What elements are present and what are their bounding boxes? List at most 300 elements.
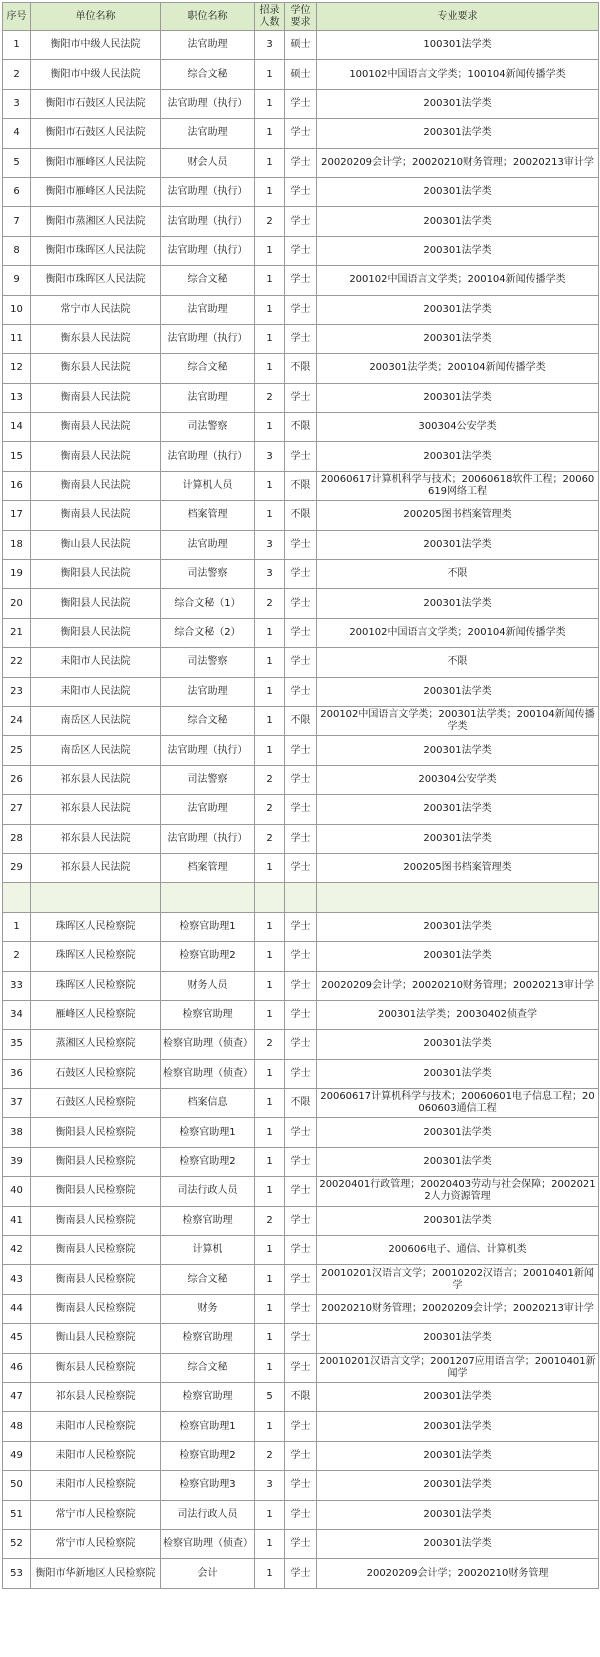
cell-unit: 衡阳市雁峰区人民法院	[31, 148, 161, 177]
cell-unit: 衡阳市雁峰区人民法院	[31, 177, 161, 206]
cell-position: 档案管理	[161, 853, 255, 882]
cell-position: 会计	[161, 1559, 255, 1588]
cell-degree: 学士	[285, 1559, 317, 1588]
cell-unit: 常宁市人民检察院	[31, 1500, 161, 1529]
court-table-row	[3, 853, 599, 882]
court-table-row	[3, 236, 599, 265]
cell-degree: 不限	[285, 413, 317, 442]
cell-no: 15	[3, 442, 31, 471]
table-body	[3, 3, 599, 1589]
cell-no: 19	[3, 560, 31, 589]
cell-no: 16	[3, 471, 31, 500]
cell-degree: 学士	[285, 119, 317, 148]
cell-degree: 学士	[285, 1206, 317, 1235]
cell-degree: 学士	[285, 1294, 317, 1323]
cell-no: 45	[3, 1324, 31, 1353]
cell-position: 司法警察	[161, 413, 255, 442]
cell-no: 10	[3, 295, 31, 324]
cell-position: 综合文秘	[161, 266, 255, 295]
cell-unit: 石鼓区人民检察院	[31, 1089, 161, 1118]
cell-count: 1	[255, 971, 285, 1000]
cell-position: 检察官助理1	[161, 1412, 255, 1441]
procuratorate-table-row	[3, 1412, 599, 1441]
cell-unit: 祁东县人民检察院	[31, 1382, 161, 1411]
cell-no: 47	[3, 1382, 31, 1411]
cell-degree: 学士	[285, 1000, 317, 1029]
court-table-row	[3, 736, 599, 765]
cell-degree: 学士	[285, 1147, 317, 1176]
cell-degree: 学士	[285, 736, 317, 765]
cell-degree: 学士	[285, 853, 317, 882]
cell-position: 综合文秘	[161, 1353, 255, 1382]
recruitment-table	[2, 2, 599, 1589]
cell-degree: 硕士	[285, 31, 317, 60]
cell-no: 21	[3, 618, 31, 647]
cell-count: 1	[255, 295, 285, 324]
cell-position: 法官助理	[161, 31, 255, 60]
procuratorate-table-row	[3, 1500, 599, 1529]
cell-unit: 衡南县人民法院	[31, 413, 161, 442]
cell-major: 200301法学类	[317, 1529, 599, 1558]
cell-unit: 耒阳市人民法院	[31, 648, 161, 677]
cell-position: 法官助理（执行）	[161, 207, 255, 236]
cell-unit: 衡阳县人民法院	[31, 560, 161, 589]
cell-position: 法官助理（执行）	[161, 177, 255, 206]
cell-no: 46	[3, 1353, 31, 1382]
cell-count: 1	[255, 1412, 285, 1441]
cell-no: 17	[3, 501, 31, 530]
cell-position: 法官助理（执行）	[161, 89, 255, 118]
cell-degree: 学士	[285, 1324, 317, 1353]
cell-no: 8	[3, 236, 31, 265]
cell-no: 35	[3, 1030, 31, 1059]
cell-major: 200102中国语言文学类；200301法学类；200104新闻传播学类	[317, 706, 599, 735]
cell-no: 37	[3, 1089, 31, 1118]
cell-degree: 学士	[285, 912, 317, 941]
cell-degree: 不限	[285, 1089, 317, 1118]
court-table-row	[3, 618, 599, 647]
cell-unit: 常宁市人民检察院	[31, 1529, 161, 1558]
cell-position: 司法警察	[161, 648, 255, 677]
cell-major: 200301法学类	[317, 295, 599, 324]
cell-position: 法官助理	[161, 795, 255, 824]
cell-position: 检察官助理3	[161, 1471, 255, 1500]
cell-degree: 学士	[285, 765, 317, 794]
cell-no: 48	[3, 1412, 31, 1441]
cell-count: 2	[255, 1030, 285, 1059]
header-no: 序号	[3, 3, 31, 31]
cell-unit: 衡阳县人民检察院	[31, 1147, 161, 1176]
cell-unit: 祁东县人民法院	[31, 824, 161, 853]
cell-degree: 学士	[285, 1441, 317, 1470]
cell-unit: 雁峰区人民检察院	[31, 1000, 161, 1029]
cell-degree: 学士	[285, 1353, 317, 1382]
cell-count: 1	[255, 912, 285, 941]
cell-unit: 珠晖区人民检察院	[31, 971, 161, 1000]
cell-unit: 衡阳市中级人民法院	[31, 31, 161, 60]
cell-count: 2	[255, 795, 285, 824]
cell-degree: 学士	[285, 266, 317, 295]
cell-position: 检察官助理	[161, 1382, 255, 1411]
cell-unit: 祁东县人民法院	[31, 765, 161, 794]
separator-cell	[3, 883, 31, 912]
cell-major: 200301法学类	[317, 1324, 599, 1353]
cell-no: 28	[3, 824, 31, 853]
cell-degree: 学士	[285, 1030, 317, 1059]
cell-position: 法官助理	[161, 530, 255, 559]
cell-position: 法官助理	[161, 295, 255, 324]
cell-major: 200301法学类	[317, 1500, 599, 1529]
cell-major: 100301法学类	[317, 31, 599, 60]
court-table-row	[3, 31, 599, 60]
procuratorate-table-row	[3, 1294, 599, 1323]
cell-count: 3	[255, 31, 285, 60]
header-unit: 单位名称	[31, 3, 161, 31]
procuratorate-table-row	[3, 1089, 599, 1118]
cell-no: 44	[3, 1294, 31, 1323]
cell-major: 200301法学类	[317, 119, 599, 148]
cell-degree: 学士	[285, 295, 317, 324]
cell-major: 20020209会计学；20020210财务管理	[317, 1559, 599, 1588]
procuratorate-table-row	[3, 1000, 599, 1029]
cell-count: 1	[255, 677, 285, 706]
cell-major: 200301法学类	[317, 1412, 599, 1441]
cell-degree: 学士	[285, 383, 317, 412]
cell-major: 20010201汉语言文学；20010202汉语言；20010401新闻学	[317, 1265, 599, 1294]
cell-major: 200301法学类	[317, 1382, 599, 1411]
cell-position: 法官助理（执行）	[161, 824, 255, 853]
cell-degree: 学士	[285, 324, 317, 353]
cell-major: 20010201汉语言文学；2001207应用语言学；20010401新闻学	[317, 1353, 599, 1382]
cell-position: 财会人员	[161, 148, 255, 177]
cell-count: 1	[255, 1177, 285, 1206]
cell-major: 20060617计算机科学与技术；20060618软件工程；20060619网络工程	[317, 471, 599, 500]
cell-position: 司法警察	[161, 560, 255, 589]
cell-major: 200301法学类	[317, 530, 599, 559]
cell-major: 20020210财务管理；20020209会计学；20020213审计学	[317, 1294, 599, 1323]
cell-position: 计算机	[161, 1236, 255, 1265]
cell-no: 4	[3, 119, 31, 148]
procuratorate-table-row	[3, 942, 599, 971]
cell-position: 检察官助理（侦查）	[161, 1059, 255, 1088]
cell-no: 26	[3, 765, 31, 794]
cell-degree: 学士	[285, 236, 317, 265]
cell-count: 1	[255, 618, 285, 647]
cell-no: 29	[3, 853, 31, 882]
court-table-row	[3, 119, 599, 148]
cell-unit: 衡阳县人民法院	[31, 618, 161, 647]
cell-degree: 学士	[285, 148, 317, 177]
cell-major: 20020209会计学；20020210财务管理；20020213审计学	[317, 148, 599, 177]
court-table-row	[3, 148, 599, 177]
cell-unit: 祁东县人民法院	[31, 795, 161, 824]
cell-degree: 学士	[285, 971, 317, 1000]
procuratorate-table-row	[3, 1265, 599, 1294]
cell-unit: 衡东县人民法院	[31, 354, 161, 383]
cell-major: 200301法学类	[317, 1206, 599, 1235]
court-table-row	[3, 765, 599, 794]
cell-degree: 不限	[285, 501, 317, 530]
cell-no: 5	[3, 148, 31, 177]
cell-unit: 耒阳市人民法院	[31, 677, 161, 706]
court-table-row	[3, 824, 599, 853]
cell-count: 1	[255, 89, 285, 118]
cell-no: 22	[3, 648, 31, 677]
cell-degree: 不限	[285, 706, 317, 735]
cell-degree: 学士	[285, 618, 317, 647]
separator-cell	[31, 883, 161, 912]
cell-count: 3	[255, 1471, 285, 1500]
cell-no: 53	[3, 1559, 31, 1588]
cell-unit: 珠晖区人民检察院	[31, 942, 161, 971]
header-row	[3, 3, 599, 31]
procuratorate-table-row	[3, 1382, 599, 1411]
cell-major: 200301法学类	[317, 177, 599, 206]
cell-no: 20	[3, 589, 31, 618]
cell-position: 司法行政人员	[161, 1177, 255, 1206]
cell-count: 2	[255, 383, 285, 412]
cell-no: 12	[3, 354, 31, 383]
separator-cell	[285, 883, 317, 912]
court-table-row	[3, 266, 599, 295]
cell-no: 9	[3, 266, 31, 295]
cell-count: 1	[255, 1353, 285, 1382]
cell-no: 1	[3, 912, 31, 941]
cell-major: 300304公安学类	[317, 413, 599, 442]
cell-degree: 学士	[285, 1118, 317, 1147]
court-table-row	[3, 60, 599, 89]
court-table-row	[3, 383, 599, 412]
court-table-row	[3, 677, 599, 706]
cell-no: 23	[3, 677, 31, 706]
cell-unit: 衡南县人民法院	[31, 471, 161, 500]
court-table-row	[3, 354, 599, 383]
cell-major: 200301法学类	[317, 942, 599, 971]
cell-count: 1	[255, 177, 285, 206]
procuratorate-table-row	[3, 1030, 599, 1059]
cell-major: 200301法学类	[317, 1471, 599, 1500]
cell-position: 财务人员	[161, 971, 255, 1000]
cell-unit: 衡阳市珠晖区人民法院	[31, 236, 161, 265]
cell-count: 1	[255, 413, 285, 442]
cell-position: 计算机人员	[161, 471, 255, 500]
court-table-row	[3, 207, 599, 236]
cell-count: 3	[255, 442, 285, 471]
cell-position: 综合文秘	[161, 706, 255, 735]
cell-no: 11	[3, 324, 31, 353]
cell-major: 200606电子、通信、计算机类	[317, 1236, 599, 1265]
cell-count: 1	[255, 324, 285, 353]
cell-position: 财务	[161, 1294, 255, 1323]
cell-unit: 衡南县人民检察院	[31, 1265, 161, 1294]
cell-unit: 衡阳市石鼓区人民法院	[31, 89, 161, 118]
cell-count: 1	[255, 942, 285, 971]
cell-count: 1	[255, 119, 285, 148]
cell-count: 1	[255, 1500, 285, 1529]
cell-unit: 衡阳市华新地区人民检察院	[31, 1559, 161, 1588]
cell-no: 14	[3, 413, 31, 442]
cell-unit: 衡南县人民法院	[31, 383, 161, 412]
cell-count: 1	[255, 148, 285, 177]
cell-no: 52	[3, 1529, 31, 1558]
cell-unit: 衡南县人民法院	[31, 501, 161, 530]
court-table-row	[3, 413, 599, 442]
procuratorate-table-row	[3, 912, 599, 941]
cell-unit: 耒阳市人民检察院	[31, 1441, 161, 1470]
cell-major: 20020401行政管理；20020403劳动与社会保障；20020212人力资源管理	[317, 1177, 599, 1206]
separator-cell	[161, 883, 255, 912]
cell-unit: 衡山县人民检察院	[31, 1324, 161, 1353]
cell-unit: 耒阳市人民检察院	[31, 1471, 161, 1500]
cell-no: 2	[3, 942, 31, 971]
cell-major: 200301法学类	[317, 442, 599, 471]
cell-degree: 学士	[285, 1412, 317, 1441]
cell-unit: 衡南县人民检察院	[31, 1236, 161, 1265]
cell-major: 20060617计算机科学与技术；20060601电子信息工程；20060603通信工程	[317, 1089, 599, 1118]
cell-major: 200102中国语言文学类；200104新闻传播学类	[317, 266, 599, 295]
cell-unit: 南岳区人民法院	[31, 706, 161, 735]
header-count: 招录人数	[255, 3, 285, 31]
cell-degree: 硕士	[285, 60, 317, 89]
cell-no: 27	[3, 795, 31, 824]
cell-count: 1	[255, 648, 285, 677]
cell-degree: 学士	[285, 177, 317, 206]
cell-count: 1	[255, 354, 285, 383]
cell-major: 200301法学类	[317, 207, 599, 236]
cell-position: 法官助理（执行）	[161, 442, 255, 471]
cell-unit: 蒸湘区人民检察院	[31, 1030, 161, 1059]
cell-position: 检察官助理	[161, 1000, 255, 1029]
procuratorate-table-row	[3, 1059, 599, 1088]
cell-no: 39	[3, 1147, 31, 1176]
cell-major: 200301法学类	[317, 383, 599, 412]
cell-degree: 不限	[285, 354, 317, 383]
cell-no: 6	[3, 177, 31, 206]
cell-major: 200301法学类	[317, 89, 599, 118]
cell-major: 200301法学类	[317, 1030, 599, 1059]
court-table-row	[3, 795, 599, 824]
cell-major: 20020209会计学；20020210财务管理；20020213审计学	[317, 971, 599, 1000]
cell-no: 50	[3, 1471, 31, 1500]
cell-unit: 衡南县人民法院	[31, 442, 161, 471]
cell-no: 49	[3, 1441, 31, 1470]
court-table-row	[3, 471, 599, 500]
cell-degree: 学士	[285, 824, 317, 853]
cell-unit: 衡阳县人民检察院	[31, 1118, 161, 1147]
separator-cell	[255, 883, 285, 912]
cell-position: 检察官助理（侦查）	[161, 1030, 255, 1059]
court-table-row	[3, 648, 599, 677]
cell-count: 1	[255, 1089, 285, 1118]
cell-position: 综合文秘（1）	[161, 589, 255, 618]
cell-position: 法官助理（执行）	[161, 324, 255, 353]
cell-major: 200301法学类	[317, 912, 599, 941]
cell-position: 检察官助理2	[161, 1147, 255, 1176]
cell-count: 3	[255, 530, 285, 559]
cell-count: 1	[255, 1324, 285, 1353]
cell-no: 24	[3, 706, 31, 735]
procuratorate-table-row	[3, 1353, 599, 1382]
cell-unit: 珠晖区人民检察院	[31, 912, 161, 941]
cell-count: 3	[255, 560, 285, 589]
cell-no: 2	[3, 60, 31, 89]
court-table-row	[3, 501, 599, 530]
cell-degree: 学士	[285, 1471, 317, 1500]
court-table-row	[3, 560, 599, 589]
cell-count: 5	[255, 1382, 285, 1411]
cell-unit: 衡南县人民检察院	[31, 1206, 161, 1235]
cell-no: 51	[3, 1500, 31, 1529]
cell-count: 1	[255, 266, 285, 295]
cell-position: 法官助理	[161, 383, 255, 412]
cell-position: 检察官助理2	[161, 1441, 255, 1470]
cell-position: 检察官助理1	[161, 912, 255, 941]
cell-major: 200301法学类	[317, 1441, 599, 1470]
cell-position: 检察官助理1	[161, 1118, 255, 1147]
cell-position: 档案信息	[161, 1089, 255, 1118]
court-table-row	[3, 324, 599, 353]
cell-count: 1	[255, 471, 285, 500]
cell-count: 2	[255, 207, 285, 236]
procuratorate-table-row	[3, 1324, 599, 1353]
cell-position: 综合文秘	[161, 60, 255, 89]
cell-unit: 衡阳市石鼓区人民法院	[31, 119, 161, 148]
cell-count: 1	[255, 853, 285, 882]
cell-unit: 衡阳县人民检察院	[31, 1177, 161, 1206]
cell-unit: 衡南县人民检察院	[31, 1294, 161, 1323]
cell-position: 综合文秘（2）	[161, 618, 255, 647]
procuratorate-table-row	[3, 1471, 599, 1500]
cell-major: 不限	[317, 560, 599, 589]
cell-degree: 不限	[285, 471, 317, 500]
header-position: 职位名称	[161, 3, 255, 31]
cell-count: 2	[255, 765, 285, 794]
cell-count: 1	[255, 1265, 285, 1294]
cell-count: 2	[255, 824, 285, 853]
procuratorate-table-row	[3, 1118, 599, 1147]
cell-position: 检察官助理（侦查）	[161, 1529, 255, 1558]
cell-major: 200301法学类	[317, 1059, 599, 1088]
cell-major: 200301法学类	[317, 736, 599, 765]
cell-no: 38	[3, 1118, 31, 1147]
procuratorate-table-row	[3, 1236, 599, 1265]
cell-position: 检察官助理	[161, 1206, 255, 1235]
procuratorate-table-row	[3, 1206, 599, 1235]
cell-major: 200301法学类	[317, 677, 599, 706]
cell-unit: 衡阳市珠晖区人民法院	[31, 266, 161, 295]
cell-no: 25	[3, 736, 31, 765]
header-major: 专业要求	[317, 3, 599, 31]
procuratorate-table-row	[3, 971, 599, 1000]
cell-major: 200301法学类	[317, 324, 599, 353]
cell-count: 1	[255, 1559, 285, 1588]
cell-major: 200205图书档案管理类	[317, 501, 599, 530]
cell-count: 1	[255, 1147, 285, 1176]
cell-count: 1	[255, 236, 285, 265]
cell-no: 1	[3, 31, 31, 60]
court-table-row	[3, 295, 599, 324]
cell-unit: 衡阳市蒸湘区人民法院	[31, 207, 161, 236]
cell-no: 36	[3, 1059, 31, 1088]
procuratorate-table-row	[3, 1441, 599, 1470]
cell-degree: 学士	[285, 942, 317, 971]
cell-position: 检察官助理2	[161, 942, 255, 971]
cell-position: 司法行政人员	[161, 1500, 255, 1529]
cell-position: 档案管理	[161, 501, 255, 530]
cell-no: 18	[3, 530, 31, 559]
cell-degree: 学士	[285, 795, 317, 824]
cell-no: 7	[3, 207, 31, 236]
